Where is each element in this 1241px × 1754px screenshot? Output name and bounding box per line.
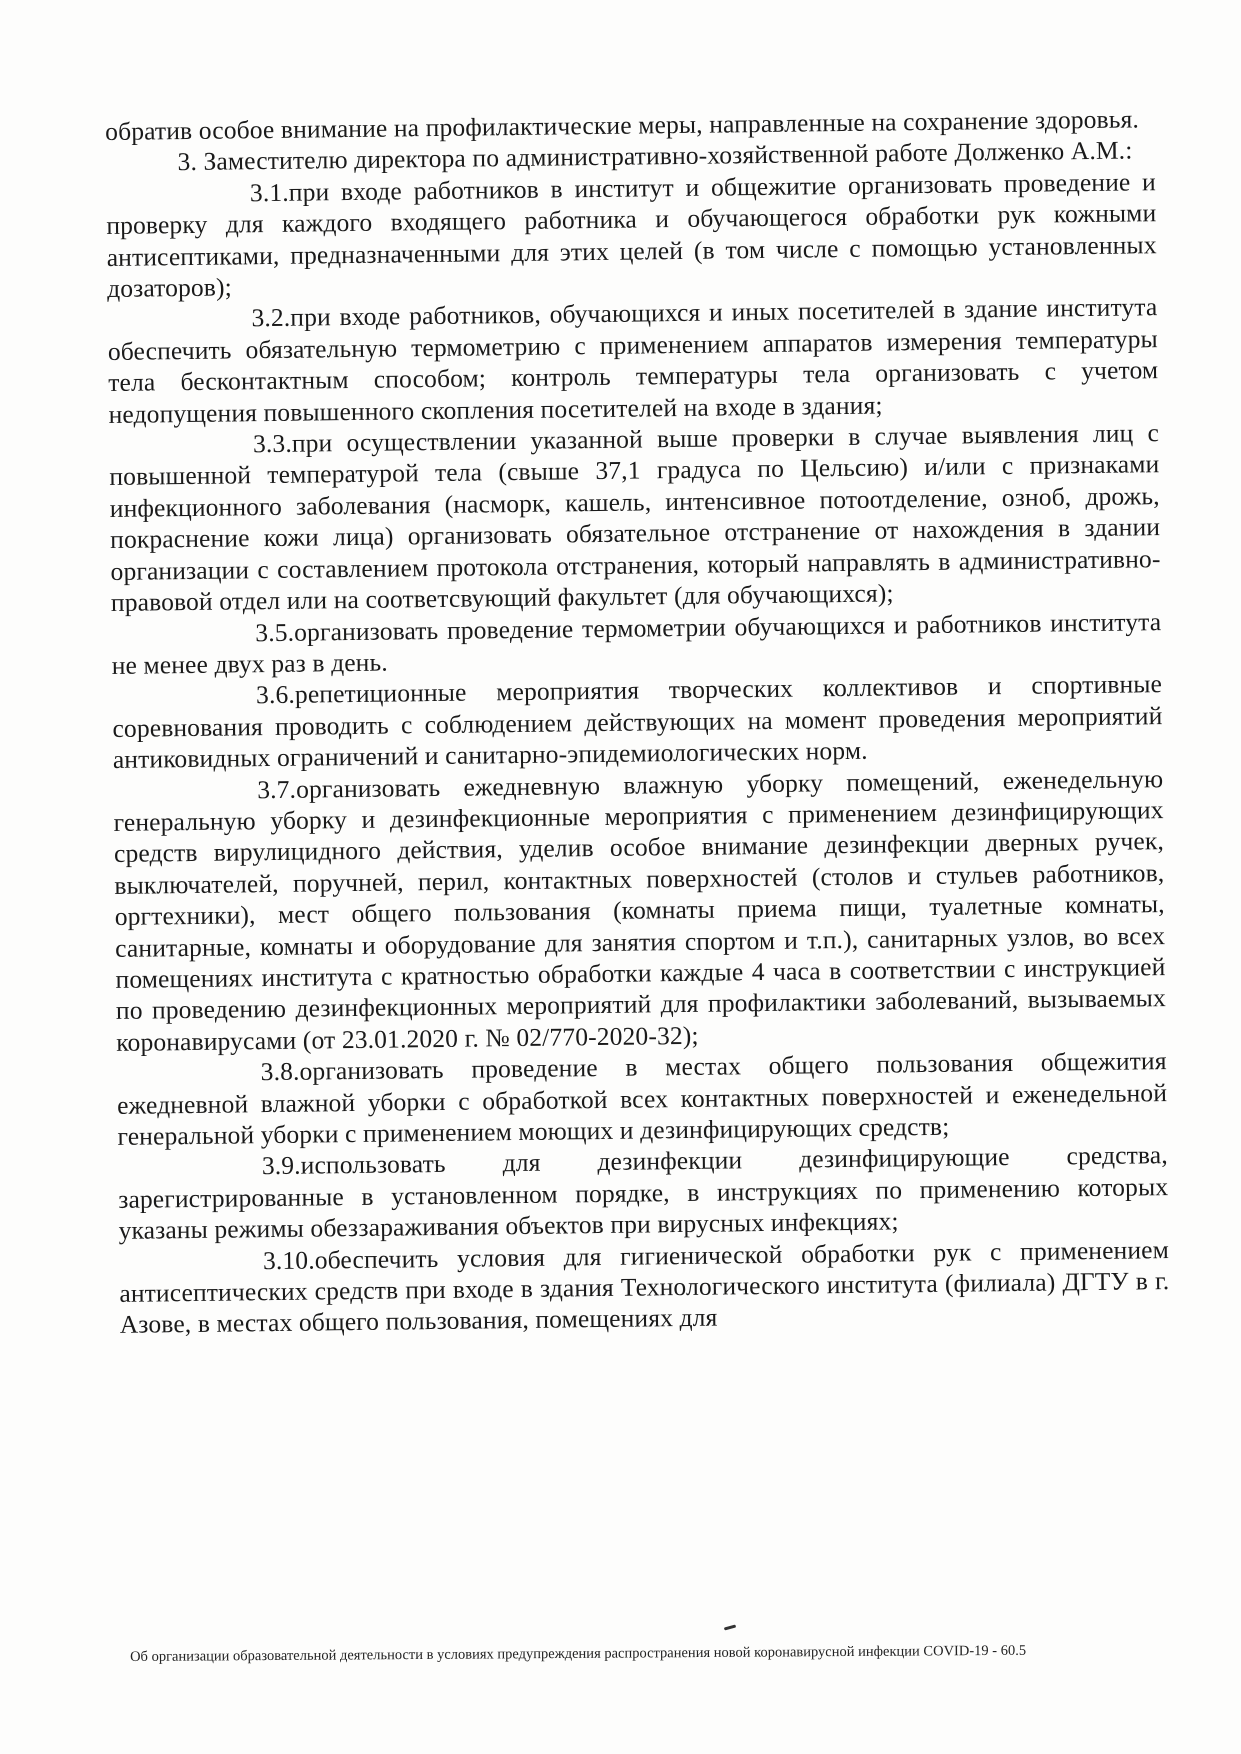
paragraph-number: 3.5. bbox=[255, 617, 295, 647]
paragraph-text: при входе работников в институт и общежитие организовать проведение и проверку для каждого входящего работника и обучающегося обработки рук кожными антисептиками, предназначенными для этих целей (в том числе с помощью установленных дозаторов); bbox=[106, 166, 1157, 304]
paragraph-number: 3.3. bbox=[252, 428, 293, 459]
paragraph-3-7 bbox=[113, 763, 1166, 1058]
paragraph-number: 3.9. bbox=[261, 1151, 301, 1181]
paragraph-3-10 bbox=[119, 1234, 1170, 1341]
paragraph-number: 3.2. bbox=[251, 303, 291, 333]
paragraph-text: 3. Заместителю директора по административно-хозяйственной работе Долженко А.М.: bbox=[177, 135, 1133, 177]
paragraph-text: организовать проведение в местах общего пользования общежития ежедневной влажной уборки с обработкой всех контактных поверхностей и еженедельной генеральной уборки с применением моющих и дезинфицирующих средств; bbox=[116, 1046, 1168, 1151]
paragraph-number: 3.10. bbox=[262, 1245, 315, 1275]
page-footer: Об организации образовательной деятельности в условиях предупреждения распространения новой коронавирусной инфекции COVID-19 - 60.5 bbox=[130, 1642, 1027, 1665]
paragraph-number: 3.6. bbox=[255, 680, 296, 710]
paragraph-text: использовать для дезинфекции дезинфицирующие средства, зарегистрированные в установленном порядке, в инструкциях по применению которых указаны режимы обеззараживания объектов при вирусных инфекциях; bbox=[118, 1140, 1169, 1246]
document-body bbox=[105, 103, 1170, 1341]
paragraph-3-6 bbox=[112, 668, 1163, 775]
paragraph-text: организовать ежедневную влажную уборку помещений, еженедельную генеральную уборку и дезинфекционные мероприятия с применением дезинфицирующих средств вирулицидного действия, уделив особое внимание дезинфекции дверных ручек, выключателей, поручней, перил, контактных поверхностей (столов и стульев работников, оргтехники), мест общего пользования (комнаты приема пищи, туалетные комнаты, санитарные, комнаты и оборудование для занятия спортом и т.п.), санитарных узлов, во всех помещениях института с кратностью обработки каждые 4 часа в соответствии с инструкцией по проведению дезинфекционных мероприятий для профилактики заболеваний, вызываемых коронавирусами (от 23.01.2020 г. № 02/770-2020-32); bbox=[113, 763, 1167, 1057]
paragraph-text: при осуществлении указанной выше проверки в случае выявления лиц с повышенной температурой тела (свыше 37,1 градуса по Цельсию) и/или с признаками инфекционного заболевания (насморк, кашель, интенсивное потоотделение, озноб, дрожь, покраснение кожи лица) организовать обязательное отстранение от нахождения в здании организации с составлением протокола отстранения, который направлять в административно-правовой отдел или на соответсвующий факультет (для обучающихся); bbox=[109, 418, 1161, 618]
paragraph-text: организовать проведение термометрии обучающихся и работников института не менее двух раз в день. bbox=[111, 606, 1162, 680]
paragraph-text: репетиционные мероприятия творческих коллективов и спортивные соревнования проводить с соблюдением действующих на момент проведения мероприятий антиковидных ограничений и санитарно-эпидемиологических норм. bbox=[112, 669, 1163, 775]
scan-artifact-mark bbox=[724, 1624, 736, 1630]
paragraph-3-8 bbox=[117, 1045, 1168, 1152]
paragraph-3-1 bbox=[106, 166, 1157, 304]
paragraph-3-3 bbox=[109, 417, 1161, 618]
paragraph-number: 3.7. bbox=[257, 774, 297, 804]
paragraph-3-9 bbox=[118, 1140, 1169, 1247]
paragraph-text: обратив особое внимание на профилактические меры, направленные на сохранение здоровья. bbox=[105, 104, 1140, 146]
paragraph-text: обеспечить условия для гигиенической обработки рук с применением антисептических средств при входе в здания Технологического института (филиала) ДГТУ в г. Азове, в местах общего пользования, помещениях для bbox=[119, 1234, 1170, 1340]
paragraph-3-2 bbox=[107, 292, 1158, 430]
paragraph-text: при входе работников, обучающихся и иных посетителей в здание института обеспечить обязательную термометрию с применением аппаратов измерения температуры тела бесконтактным способом; контроль температуры тела организовать с учетом недопущения повышенного скопления посетителей на входе в здания; bbox=[107, 292, 1159, 429]
paragraph-number: 3.1. bbox=[249, 177, 289, 208]
paragraph-number: 3.8. bbox=[260, 1056, 300, 1087]
